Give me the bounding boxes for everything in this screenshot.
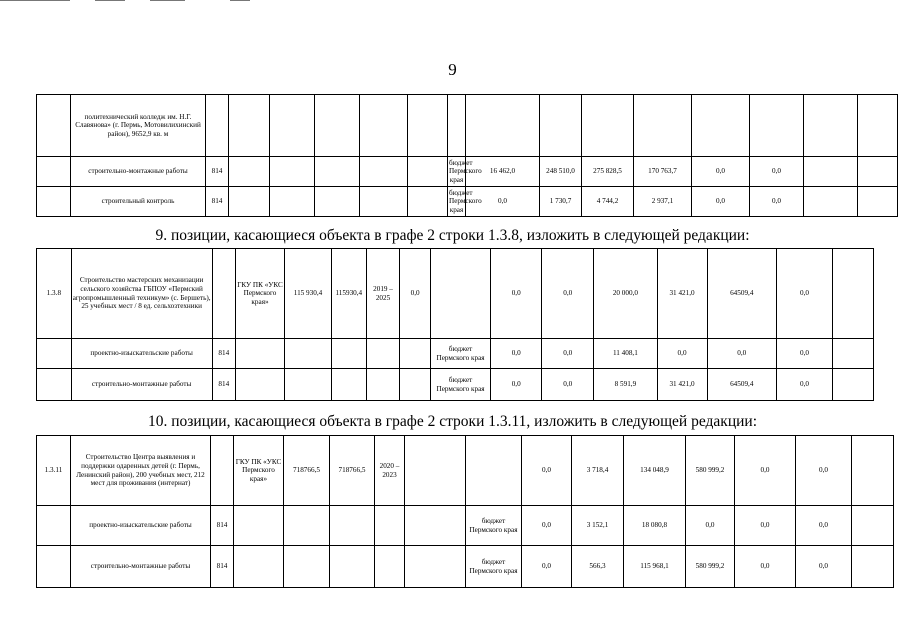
table-cell [405,436,466,506]
table-cell: 3 152,1 [572,506,624,546]
table-cell [400,339,431,369]
table-cell: 3 718,4 [572,436,624,506]
heading-item-10: 10. позиции, касающиеся объекта в графе 2 строки 1.3.11, изложить в следующей редакции: [147,413,758,430]
table-cell: 170 763,7 [634,157,692,187]
table-cell [37,339,72,369]
table-cell [582,95,634,157]
table-cell [430,249,490,339]
table-cell [229,157,270,187]
table-cell: 4 744,2 [582,187,634,217]
table-cell [212,249,235,339]
table-cell [206,95,229,157]
table-cell: 0,0 [750,187,804,217]
table-cell: 814 [212,369,235,401]
table-cell [37,369,72,401]
table-cell [360,187,408,217]
table-cell [375,506,405,546]
table-cell: 1 730,7 [540,187,582,217]
table-row [37,157,898,187]
table-cell: 718766,5 [284,436,330,506]
table-cell: 0,0 [522,506,572,546]
table-cell [331,369,366,401]
table-cell: 0,0 [491,249,542,339]
table-cell: ГКУ ПК «УКС Пермского края» [236,249,285,339]
table-cell [466,95,540,157]
table-cell: 718766,5 [330,436,375,506]
table-cell: 814 [206,187,229,217]
table-cell: 814 [211,506,234,546]
table-cell [375,546,405,588]
table-cell: строительно-монтажные работы [71,157,206,187]
table-cell: 0,0 [491,369,542,401]
table-cell [852,546,894,588]
table-cell [750,95,804,157]
scan-top-edge [0,0,905,2]
table-cell [858,95,898,157]
table-cell: Строительство мастерских механизации сельского хозяйства ГБПОУ «Пермский агропромышленный техникум» (с. Бершеть), 25 учебных мест / 8 ед. сельхозтехники [71,249,212,339]
page-number: 9 [448,60,457,79]
table-cell: 2020 – 2023 [375,436,405,506]
table-cell [234,546,284,588]
table-cell: 134 048,9 [624,436,686,506]
table-cell: 115 968,1 [624,546,686,588]
table-cell: 566,3 [572,546,624,588]
table-cell: 115930,4 [331,249,366,339]
table-cell: 814 [211,546,234,588]
table-cell: проектно-изыскательские работы [71,506,211,546]
table-cell [270,157,315,187]
table-row-1-3-11 [36,435,894,588]
table-cell [331,339,366,369]
table-cell: 580 999,2 [686,546,735,588]
table-cell [833,339,874,369]
table-row [37,546,894,588]
table-cell: бюджет Пермского края [430,369,490,401]
table-cell: 0,0 [692,157,750,187]
table-cell: 2019 – 2025 [366,249,400,339]
table-cell [37,187,71,217]
table-cell: 115 930,4 [285,249,332,339]
table-cell [284,546,330,588]
table-cell [852,506,894,546]
table-cell: строительно-монтажные работы [71,369,212,401]
table-cell [366,369,400,401]
table-cell: 0,0 [735,506,796,546]
table-cell: 0,0 [657,339,707,369]
table-cell: 0,0 [776,339,832,369]
table-cell: 0,0 [466,187,540,217]
table-cell: 275 828,5 [582,157,634,187]
table-cell [330,506,375,546]
table-cell [229,95,270,157]
table-cell [37,157,71,187]
table-row [37,506,894,546]
table-cell: ГКУ ПК «УКС Пермского края» [234,436,284,506]
table-cell [804,157,858,187]
table-cell [858,187,898,217]
table-cell: 1.3.11 [37,436,71,506]
table-row [37,436,894,506]
table-cell: 248 510,0 [540,157,582,187]
table-cell [37,546,71,588]
table-cell [270,95,315,157]
table-cell [37,506,71,546]
table-cell [315,95,360,157]
table-cell [804,95,858,157]
table-row [37,95,898,157]
table-cell: 0,0 [542,339,594,369]
table-cell [285,369,332,401]
table-row-1-3-8 [36,248,874,401]
table-cell [634,95,692,157]
table-cell [284,506,330,546]
table-cell [236,369,285,401]
table-cell: Строительство Центра выявления и поддержки одаренных детей (г. Пермь, Ленинский район), 200 учебных мест, 212 мест для проживания (интернат) [71,436,211,506]
table-cell: 0,0 [735,436,796,506]
table-cell: 0,0 [542,369,594,401]
table-cell: 0,0 [735,546,796,588]
table-cell [400,369,431,401]
table-cell: 31 421,0 [657,369,707,401]
table-cell: бюджет Пермского края [466,546,522,588]
table-cell: 64509,4 [707,249,776,339]
table-cell [405,546,466,588]
table-cell [408,157,448,187]
table-cell [466,436,522,506]
table-cell [315,187,360,217]
table-cell [211,436,234,506]
table-cell [360,157,408,187]
table-cell: 20 000,0 [594,249,657,339]
table-cell: 0,0 [692,187,750,217]
table-cell [234,506,284,546]
table-continuation [36,94,898,217]
table-cell: 2 937,1 [634,187,692,217]
table-cell: 0,0 [776,249,832,339]
table-cell [315,157,360,187]
table-cell: 814 [212,339,235,369]
heading-item-9: 9. позиции, касающиеся объекта в графе 2 строки 1.3.8, изложить в следующей редакции: [155,227,750,244]
table-cell [540,95,582,157]
table-cell: 0,0 [491,339,542,369]
table-cell: 0,0 [400,249,431,339]
table-cell: 0,0 [776,369,832,401]
table-cell: 0,0 [542,249,594,339]
table-cell: 0,0 [796,506,852,546]
table-cell: бюджет Пермского края [430,339,490,369]
table-cell: 31 421,0 [657,249,707,339]
table-cell [833,249,874,339]
table-cell [236,339,285,369]
table-cell: политехнический колледж им. Н.Г. Славянова» (г. Пермь, Мотовилихинский район), 9652,9 кв. м [71,95,206,157]
table-cell: 0,0 [522,546,572,588]
table-cell [804,187,858,217]
table-row [37,369,874,401]
table-cell [448,95,466,157]
table-cell [37,95,71,157]
table-cell [405,506,466,546]
table-cell: 16 462,0 [466,157,540,187]
table-cell: бюджет Пермского края [448,187,466,217]
table-row [37,249,874,339]
table-cell: 1.3.8 [37,249,72,339]
table-cell [852,436,894,506]
table-cell: 0,0 [796,436,852,506]
table-cell: 580 999,2 [686,436,735,506]
table-cell: 11 408,1 [594,339,657,369]
table-cell: бюджет Пермского края [466,506,522,546]
table-cell: строительный контроль [71,187,206,217]
table-cell [270,187,315,217]
table-cell [330,546,375,588]
table-cell [360,95,408,157]
table-cell [858,157,898,187]
table-cell: 18 080,8 [624,506,686,546]
table-cell [692,95,750,157]
table-cell [408,187,448,217]
table-cell: строительно-монтажные работы [71,546,211,588]
table-cell [229,187,270,217]
table-cell [285,339,332,369]
table-cell: бюджет Пермского края [448,157,466,187]
table-cell: проектно-изыскательские работы [71,339,212,369]
table-row [37,187,898,217]
table-cell [833,369,874,401]
table-cell: 0,0 [522,436,572,506]
table-cell: 814 [206,157,229,187]
table-cell: 8 591,9 [594,369,657,401]
table-cell: 0,0 [750,157,804,187]
table-cell [366,339,400,369]
table-cell: 0,0 [707,339,776,369]
table-row [37,339,874,369]
table-cell: 64509,4 [707,369,776,401]
table-cell [408,95,448,157]
table-cell: 0,0 [686,506,735,546]
table-cell: 0,0 [796,546,852,588]
